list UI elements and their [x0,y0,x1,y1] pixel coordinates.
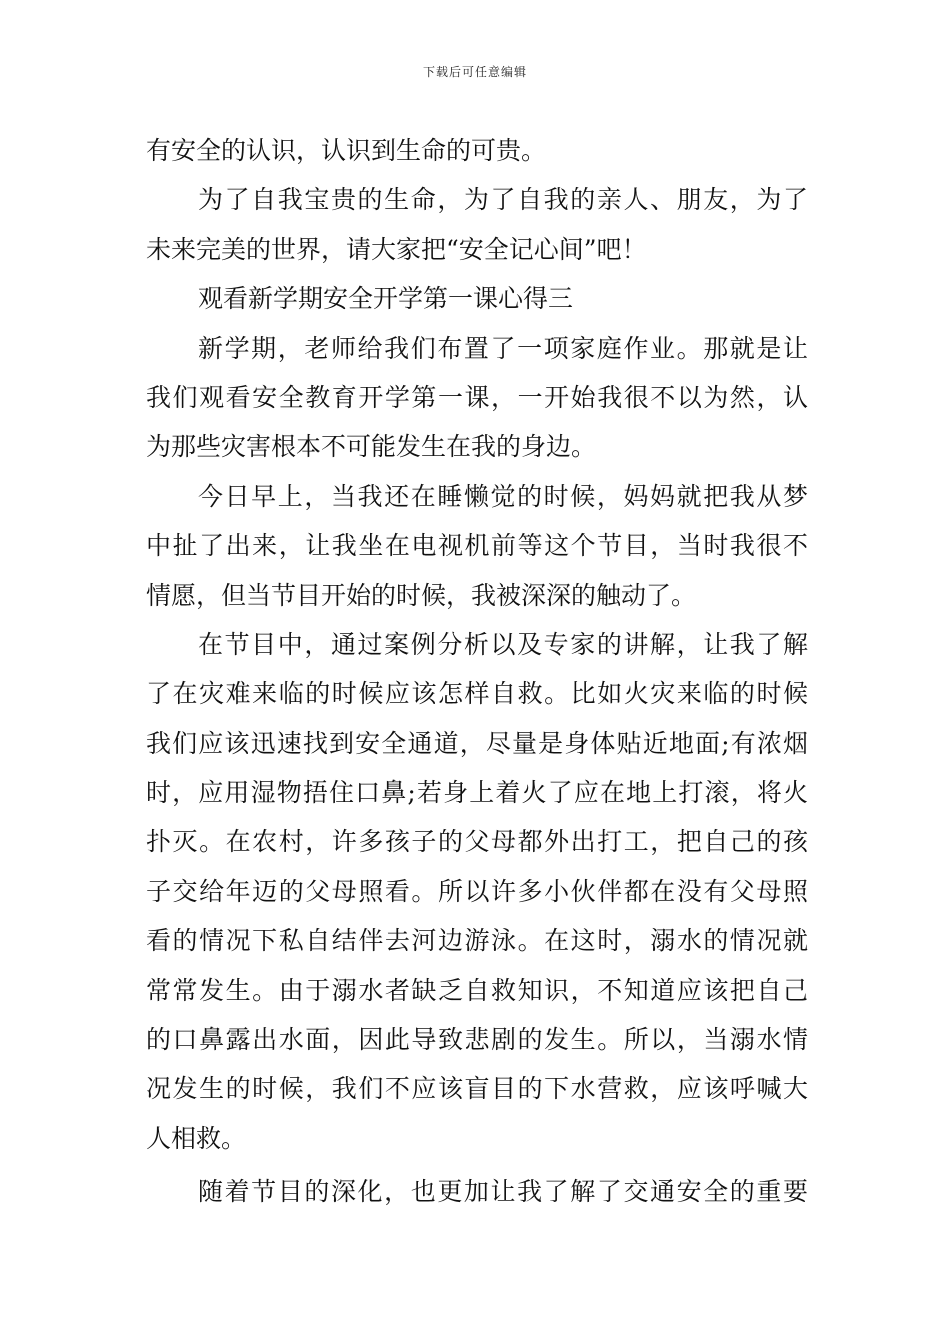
text-line: 为那些灾害根本不可能发生在我的身边。 [146,432,597,462]
text-line: 常常发生。由于溺水者缺乏自救知识，不知道应该把自己 [146,975,808,1005]
text-line: 时，应用湿物捂住口鼻;若身上着火了应在地上打滚，将火 [146,778,808,808]
text-line: 情愿，但当节目开始的时候，我被深深的触动了。 [146,580,697,610]
text-line: 况发生的时候，我们不应该盲目的下水营救，应该呼喊大 [146,1074,808,1104]
text-line: 我们观看安全教育开学第一课，一开始我很不以为然，认 [146,382,808,412]
document-body [146,126,808,1217]
paragraph-start-line: 新学期，老师给我们布置了一项家庭作业。那就是让 [198,333,808,363]
paragraph-start-line: 在节目中，通过案例分析以及专家的讲解，让我了解 [198,629,808,659]
text-line: 我们应该迅速找到安全通道，尽量是身体贴近地面;有浓烟 [146,728,808,758]
page-header: 下载后可任意编辑 [422,65,527,79]
text-line: 未来完美的世界，请大家把“安全记心间”吧！ [146,234,647,264]
paragraph-start-line: 为了自我宝贵的生命，为了自我的亲人、朋友，为了 [198,185,808,215]
text-line: 看的情况下私自结伴去河边游泳。在这时，溺水的情况就 [146,926,808,956]
paragraph-start-line: 随着节目的深化，也更加让我了解了交通安全的重要 [198,1177,808,1207]
text-line: 子交给年迈的父母照看。所以许多小伙伴都在没有父母照 [146,876,808,906]
text-line: 中扯了出来，让我坐在电视机前等这个节目，当时我很不 [146,531,808,561]
text-line: 了在灾难来临的时候应该怎样自救。比如火灾来临的时候 [146,679,808,709]
text-line: 人相救。 [146,1123,247,1153]
text-line: 扑灭。在农村，许多孩子的父母都外出打工，把自己的孩 [146,827,808,857]
text-line: 有安全的认识，认识到生命的可贵。 [146,136,547,165]
section-heading: 观看新学期安全开学第一课心得三 [198,284,574,314]
text-line: 的口鼻露出水面，因此导致悲剧的发生。所以，当溺水情 [146,1025,808,1055]
paragraph-start-line: 今日早上，当我还在睡懒觉的时候，妈妈就把我从梦 [198,481,808,511]
